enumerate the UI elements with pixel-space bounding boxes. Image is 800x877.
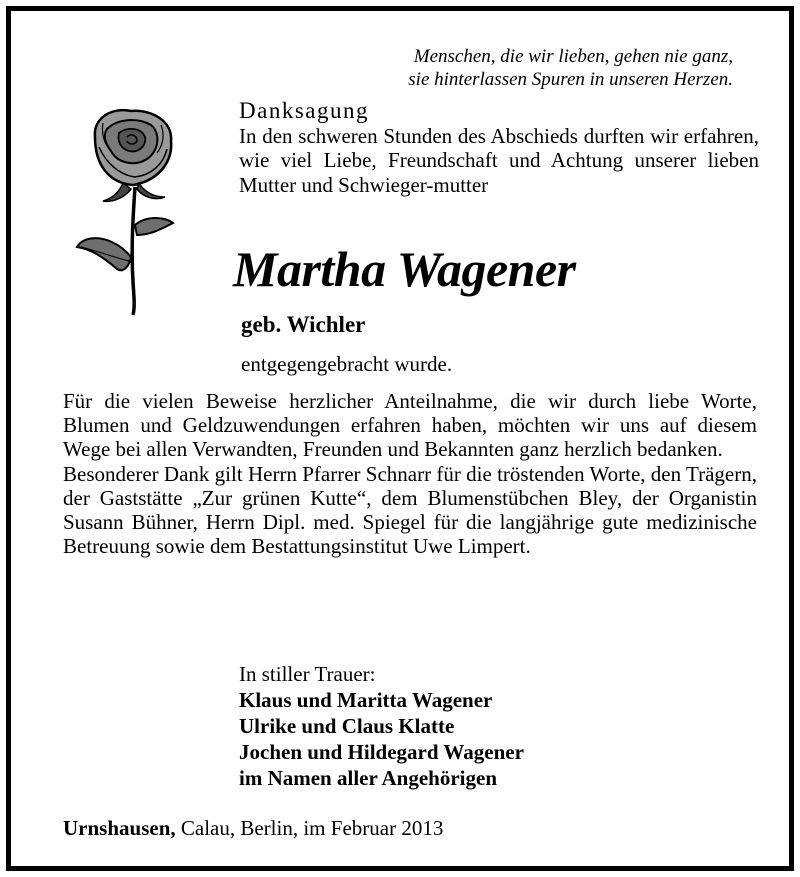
motto-line-1: Menschen, die wir lieben, gehen nie ganz, xyxy=(413,46,733,67)
mourner-name: Jochen und Hildegard Wagener xyxy=(239,740,524,764)
place-rest: Calau, Berlin, im Februar 2013 xyxy=(175,816,444,840)
mourner-name: Klaus und Maritta Wagener xyxy=(239,688,493,712)
body-text xyxy=(63,389,757,558)
mourning-block xyxy=(239,661,524,791)
body-paragraph-2: Besonderer Dank gilt Herrn Pfarrer Schnarr für die tröstenden Worte, den Trägern, der Gaststätte „Zur grünen Kutte“, dem Blumenstübchen Bley, der Organistin Susann Bühner, Herrn Dipl. med. Spiegel für die langjährige gute medizinische Betreuung sowie dem Bestattungsinstitut Uwe Limpert. xyxy=(63,461,757,559)
deceased-name: Martha Wagener xyxy=(233,241,576,297)
mourner-list xyxy=(239,687,524,791)
received-text: entgegengebracht wurde. xyxy=(241,352,453,376)
place-town: Urnshausen, xyxy=(63,816,176,840)
place-date xyxy=(63,815,443,841)
mourner-name: im Namen aller Angehörigen xyxy=(239,766,498,790)
mourner-name: Ulrike und Claus Klatte xyxy=(239,714,455,738)
obituary-frame xyxy=(6,6,794,871)
thanks-intro: In den schweren Stunden des Abschieds durften wir erfahren, wie viel Liebe, Freundschaft und Achtung unserer lieben Mutter und Schwieger-mutter xyxy=(239,123,759,197)
motto-line-2: sie hinterlassen Spuren in unseren Herzen. xyxy=(408,69,733,90)
rose-icon xyxy=(73,107,183,317)
thanks-title: Danksagung xyxy=(239,98,369,123)
maiden-name: geb. Wichler xyxy=(241,312,366,337)
mourning-intro: In stiller Trauer: xyxy=(239,662,376,686)
thanks-block xyxy=(239,99,759,197)
body-paragraph-1: Für die vielen Beweise herzlicher Anteilnahme, die wir durch liebe Worte, Blumen und Geldzuwendungen erfahren haben, möchten wir uns auf diesem Wege bei allen Verwandten, Freunden und Bekannten ganz herzlich bedanken. xyxy=(63,389,757,462)
motto xyxy=(408,45,733,91)
